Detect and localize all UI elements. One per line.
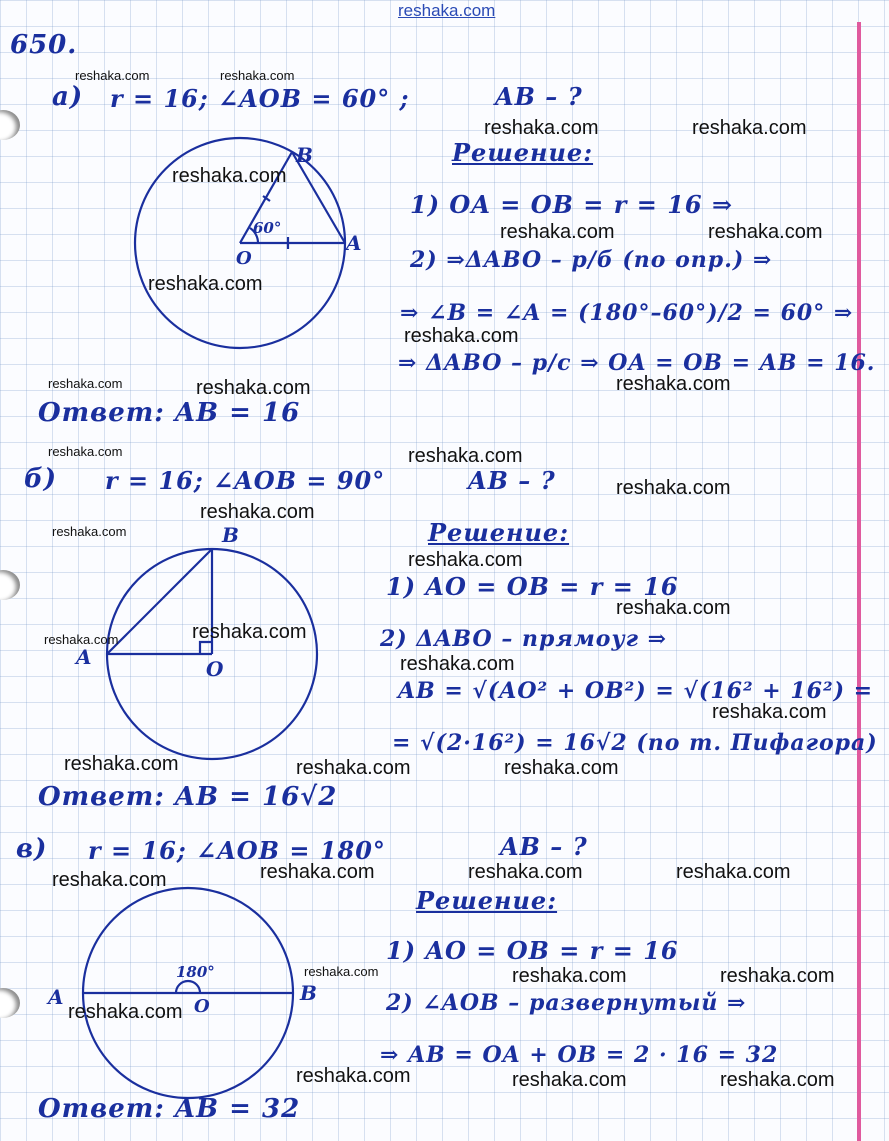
watermark: reshaka.com — [504, 757, 619, 779]
watermark: reshaka.com — [408, 445, 523, 467]
part-a-label: а) — [52, 82, 84, 112]
watermark: reshaka.com — [720, 1069, 835, 1091]
part-c-solution-heading: Решение: — [416, 886, 558, 915]
part-c-answer: Ответ: AB = 32 — [38, 1094, 301, 1124]
part-b-step-1: 1) AO = OB = r = 16 — [386, 572, 679, 601]
part-b-step-2: 2) ΔABO – прямоуг ⇒ — [380, 626, 668, 652]
part-c-step-3: ⇒ AB = OA + OB = 2 · 16 = 32 — [380, 1042, 779, 1068]
part-a-step-3: ⇒ ∠B = ∠A = (180°–60°)/2 = 60° ⇒ — [400, 300, 854, 326]
label-b-a: B — [296, 143, 313, 167]
watermark: reshaka.com — [512, 965, 627, 987]
watermark: reshaka.com — [616, 597, 731, 619]
watermark: reshaka.com — [192, 621, 307, 643]
part-a-step-4: ⇒ ΔABO – р/с ⇒ OA = OB = AB = 16. — [398, 350, 876, 376]
watermark: reshaka.com — [616, 373, 731, 395]
watermark: reshaka.com — [48, 376, 123, 391]
part-c-find: AB – ? — [500, 832, 588, 861]
watermark: reshaka.com — [200, 501, 315, 523]
part-a-given: r = 16; ∠AOB = 60° ; — [110, 84, 410, 113]
watermark: reshaka.com — [296, 757, 411, 779]
part-a-find: AB – ? — [495, 82, 583, 111]
label-b-b: B — [222, 523, 239, 547]
part-c-step-2: 2) ∠AOB – развернутый ⇒ — [386, 990, 747, 1016]
watermark: reshaka.com — [400, 653, 515, 675]
angle-label-c: 180° — [176, 963, 215, 981]
label-b-c: B — [300, 981, 317, 1005]
watermark: reshaka.com — [44, 632, 119, 647]
watermark: reshaka.com — [484, 117, 599, 139]
watermark: reshaka.com — [148, 273, 263, 295]
label-a-a: A — [346, 231, 362, 255]
part-a-step-1: 1) OA = OB = r = 16 ⇒ — [410, 190, 734, 219]
watermark: reshaka.com — [52, 869, 167, 891]
part-c-label: в) — [16, 834, 48, 864]
watermark: reshaka.com — [296, 1065, 411, 1087]
label-o-c: O — [194, 996, 210, 1017]
label-o-b: O — [206, 657, 224, 681]
part-a-step-2: 2) ⇒ΔABO – р/б (по опр.) ⇒ — [410, 247, 773, 273]
label-a-b: A — [76, 645, 92, 669]
watermark: reshaka.com — [260, 861, 375, 883]
figure-c — [46, 888, 317, 1098]
watermark: reshaka.com — [220, 68, 295, 83]
part-a-answer: Ответ: AB = 16 — [38, 398, 301, 428]
label-o-a: O — [236, 248, 252, 269]
part-b-step-3: AB = √(AO² + OB²) = √(16² + 16²) = — [398, 678, 874, 704]
part-b-label: б) — [24, 464, 58, 494]
problem-number: 650. — [10, 30, 78, 60]
watermark: reshaka.com — [48, 444, 123, 459]
site-header[interactable]: reshaka.com — [398, 1, 496, 20]
part-b-answer: Ответ: AB = 16√2 — [38, 782, 338, 812]
watermark: reshaka.com — [304, 964, 379, 979]
watermark: reshaka.com — [720, 965, 835, 987]
watermark: reshaka.com — [68, 1001, 183, 1023]
part-c-given: r = 16; ∠AOB = 180° — [88, 836, 386, 865]
angle-label-a: 60° — [253, 219, 282, 237]
watermark: reshaka.com — [712, 701, 827, 723]
watermark: reshaka.com — [512, 1069, 627, 1091]
watermark: reshaka.com — [616, 477, 731, 499]
part-c-step-1: 1) AO = OB = r = 16 — [386, 936, 679, 965]
watermark: reshaka.com — [468, 861, 583, 883]
part-b-step-4: = √(2·16²) = 16√2 (по т. Пифагора) — [392, 730, 878, 756]
watermark: reshaka.com — [708, 221, 823, 243]
watermark: reshaka.com — [500, 221, 615, 243]
part-a-solution-heading: Решение: — [452, 138, 594, 167]
watermark: reshaka.com — [676, 861, 791, 883]
watermark: reshaka.com — [196, 377, 311, 399]
label-a-c: A — [48, 985, 64, 1009]
watermark: reshaka.com — [52, 524, 127, 539]
part-b-find: AB – ? — [468, 466, 556, 495]
watermark: reshaka.com — [75, 68, 150, 83]
watermark: reshaka.com — [408, 549, 523, 571]
watermark: reshaka.com — [404, 325, 519, 347]
part-b-solution-heading: Решение: — [428, 518, 570, 547]
watermark: reshaka.com — [172, 165, 287, 187]
part-b-given: r = 16; ∠AOB = 90° — [105, 466, 386, 495]
watermark: reshaka.com — [692, 117, 807, 139]
watermark: reshaka.com — [64, 753, 179, 775]
angle-arc — [176, 981, 200, 993]
